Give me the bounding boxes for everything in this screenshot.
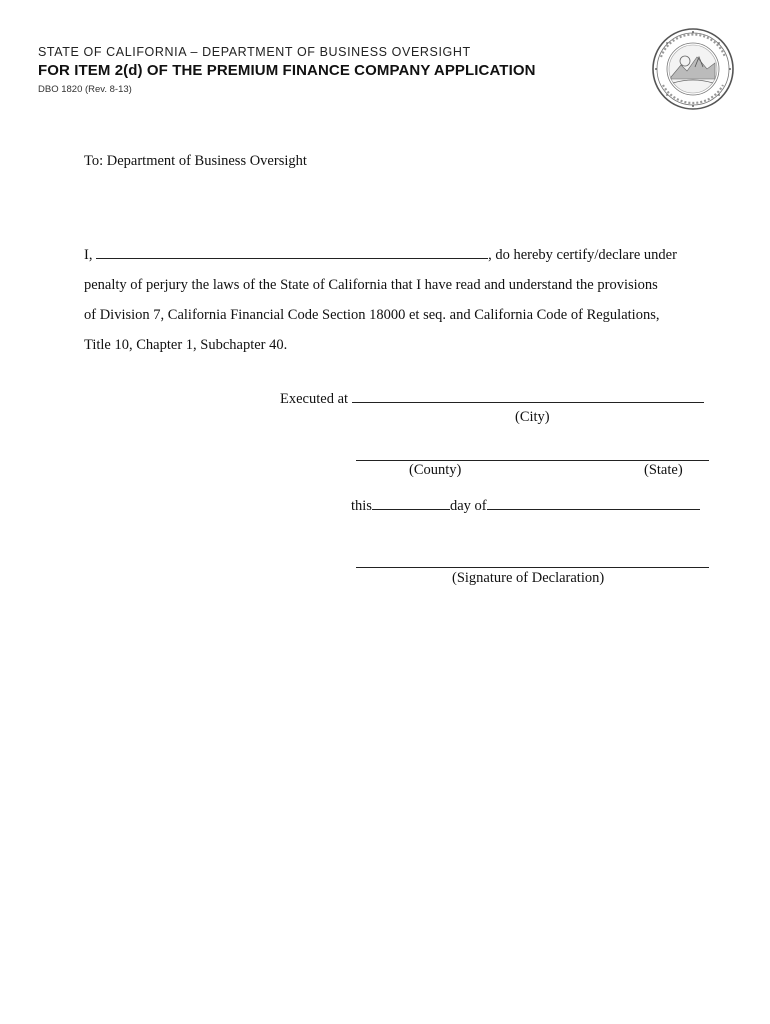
executed-at-label: Executed at [280, 391, 349, 407]
form-title: FOR ITEM 2(d) OF THE PREMIUM FINANCE COMPANY APPLICATION [38, 62, 536, 79]
city-label: (City) [515, 409, 550, 425]
city-field[interactable] [352, 390, 704, 403]
certification-paragraph [84, 240, 704, 360]
cert-line-1 [84, 240, 704, 270]
state-label: (State) [644, 462, 683, 478]
cert-line-3: of Division 7, California Financial Code Section 18000 et seq. and California Code of Regulations, [84, 307, 660, 323]
addressee-line: To: Department of Business Oversight [84, 153, 307, 169]
executed-at-line [280, 390, 704, 408]
california-state-seal-icon [651, 27, 735, 111]
signature-label: (Signature of Declaration) [452, 570, 605, 586]
this-label: this [351, 498, 372, 514]
day-of-label: day of [449, 498, 487, 514]
date-line [351, 497, 700, 515]
county-label: (County) [409, 462, 462, 478]
cert-line-2: penalty of perjury the laws of the State of California that I have read and understand the provisions [84, 277, 658, 293]
cert-line-4: Title 10, Chapter 1, Subchapter 40. [84, 337, 288, 353]
cert-line-1-suffix: , do hereby certify/declare under [488, 247, 677, 263]
county-state-field[interactable] [356, 460, 709, 461]
signature-field[interactable] [356, 567, 709, 568]
agency-name: STATE OF CALIFORNIA – DEPARTMENT OF BUSINESS OVERSIGHT [38, 45, 471, 59]
form-number: DBO 1820 (Rev. 8-13) [38, 84, 132, 95]
cert-prefix: I, [84, 247, 93, 263]
month-year-field[interactable] [487, 497, 700, 510]
day-field[interactable] [372, 497, 450, 510]
declarant-name-field[interactable] [96, 246, 488, 259]
